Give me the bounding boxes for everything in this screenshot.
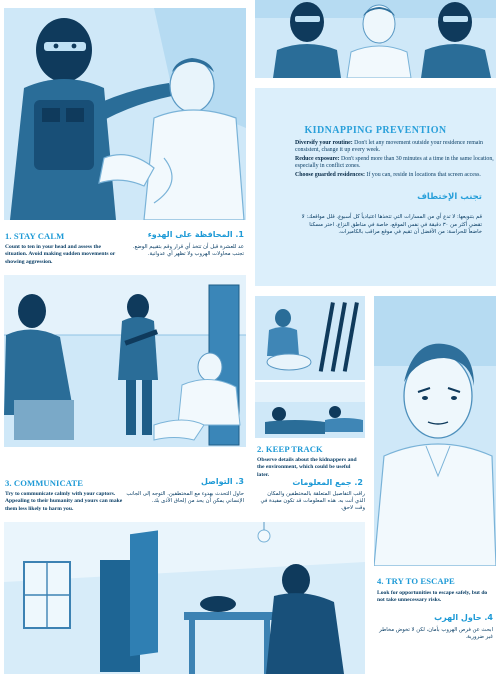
comic-panel-room [4,522,365,674]
step-2-ar-title: 2. جمع المعلومات [292,478,363,487]
step-1-text: Count to ten in your head and assess the situation. Avoid making sudden movements or showing aggression. [5,244,116,265]
step-2-title: 2. KEEP TRACK [257,444,323,454]
comic-panel-sleeping [255,382,365,438]
step-4-ar-title: 4. حاول الهرب [434,613,493,622]
prevention-ar-text: قم بتنويعها: لا تدع أي من المسارات التي تتخذها اعتيادياً كل أسبوع. قلل مواقعك: لا تقضي أكثر من ٣٠ دقيقة في نفس الموقع، خاصة في مناطق النزاع. اختر مسكنا خاضعاً للحراسة: من الأفضل أن تقيم في موقع مراقب بالكاميرات. [301,214,482,236]
step-4-title: 4. TRY TO ESCAPE [377,576,455,586]
step-1-title: 1. STAY CALM [5,231,65,241]
prevention-item-residence: Choose guarded residences: If you can, reside in locations that screen access. [295,172,481,178]
comic-panel-interrogation [4,275,246,447]
step-2-text: Observe details about the kidnappers and the environment, which could be useful later. [257,457,357,478]
step-3-ar-title: 3. التواصل [200,477,244,486]
comic-panel-captors [255,0,496,78]
comic-panel-escape-face [374,296,496,566]
step-3-text: Try to communicate calmly with your captors. Appealing to their humanity and yours can make them less likely to harm you. [5,491,123,512]
prevention-title: KIDNAPPING PREVENTION [304,125,447,136]
prevention-item-exposure: Reduce exposure: Don't spend more than 30 minutes at a time in the same location, especially in conflict zones. [295,156,494,170]
prevention-item-routine: Diversify your routine: Don't let any movement outside your residence remain consistent, change it up every week. [295,140,483,154]
step-3-ar-text: حاول التحدث بهدوء مع المختطفين. التوجه إلى الجانب الإنساني يمكن أن يحد من إلحاق الأذى بك. [126,491,244,505]
step-4-text: Look for opportunities to escape safely, but do not take unnecessary risks. [377,590,488,604]
prevention-ar-title: تجنب الإختطاف [417,192,482,202]
step-3-title: 3. COMMUNICATE [5,478,84,488]
comic-panel-assault [4,8,246,220]
step-4-ar-text: ابحث عن فرص الهروب بأمان، لكن لا تخوض مخاطر غير ضرورية. [379,627,493,641]
prevention-box [255,88,496,286]
step-2-ar-text: راقب التفاصيل المتعلقة بالمختطفين والمكان الذي أنت به. هذه المعلومات قد تكون مفيدة في وقت لاحق. [260,491,365,512]
step-1-ar-text: عد للعشرة قبل أن تتخذ أي قرار وقم بتقييم الوضع. تجنب محاولات الهروب ولا تظهر أي عدوانية. [132,244,244,258]
comic-panel-weapons [255,296,365,380]
step-1-ar-title: 1. المحافظة على الهدوء [147,230,244,239]
